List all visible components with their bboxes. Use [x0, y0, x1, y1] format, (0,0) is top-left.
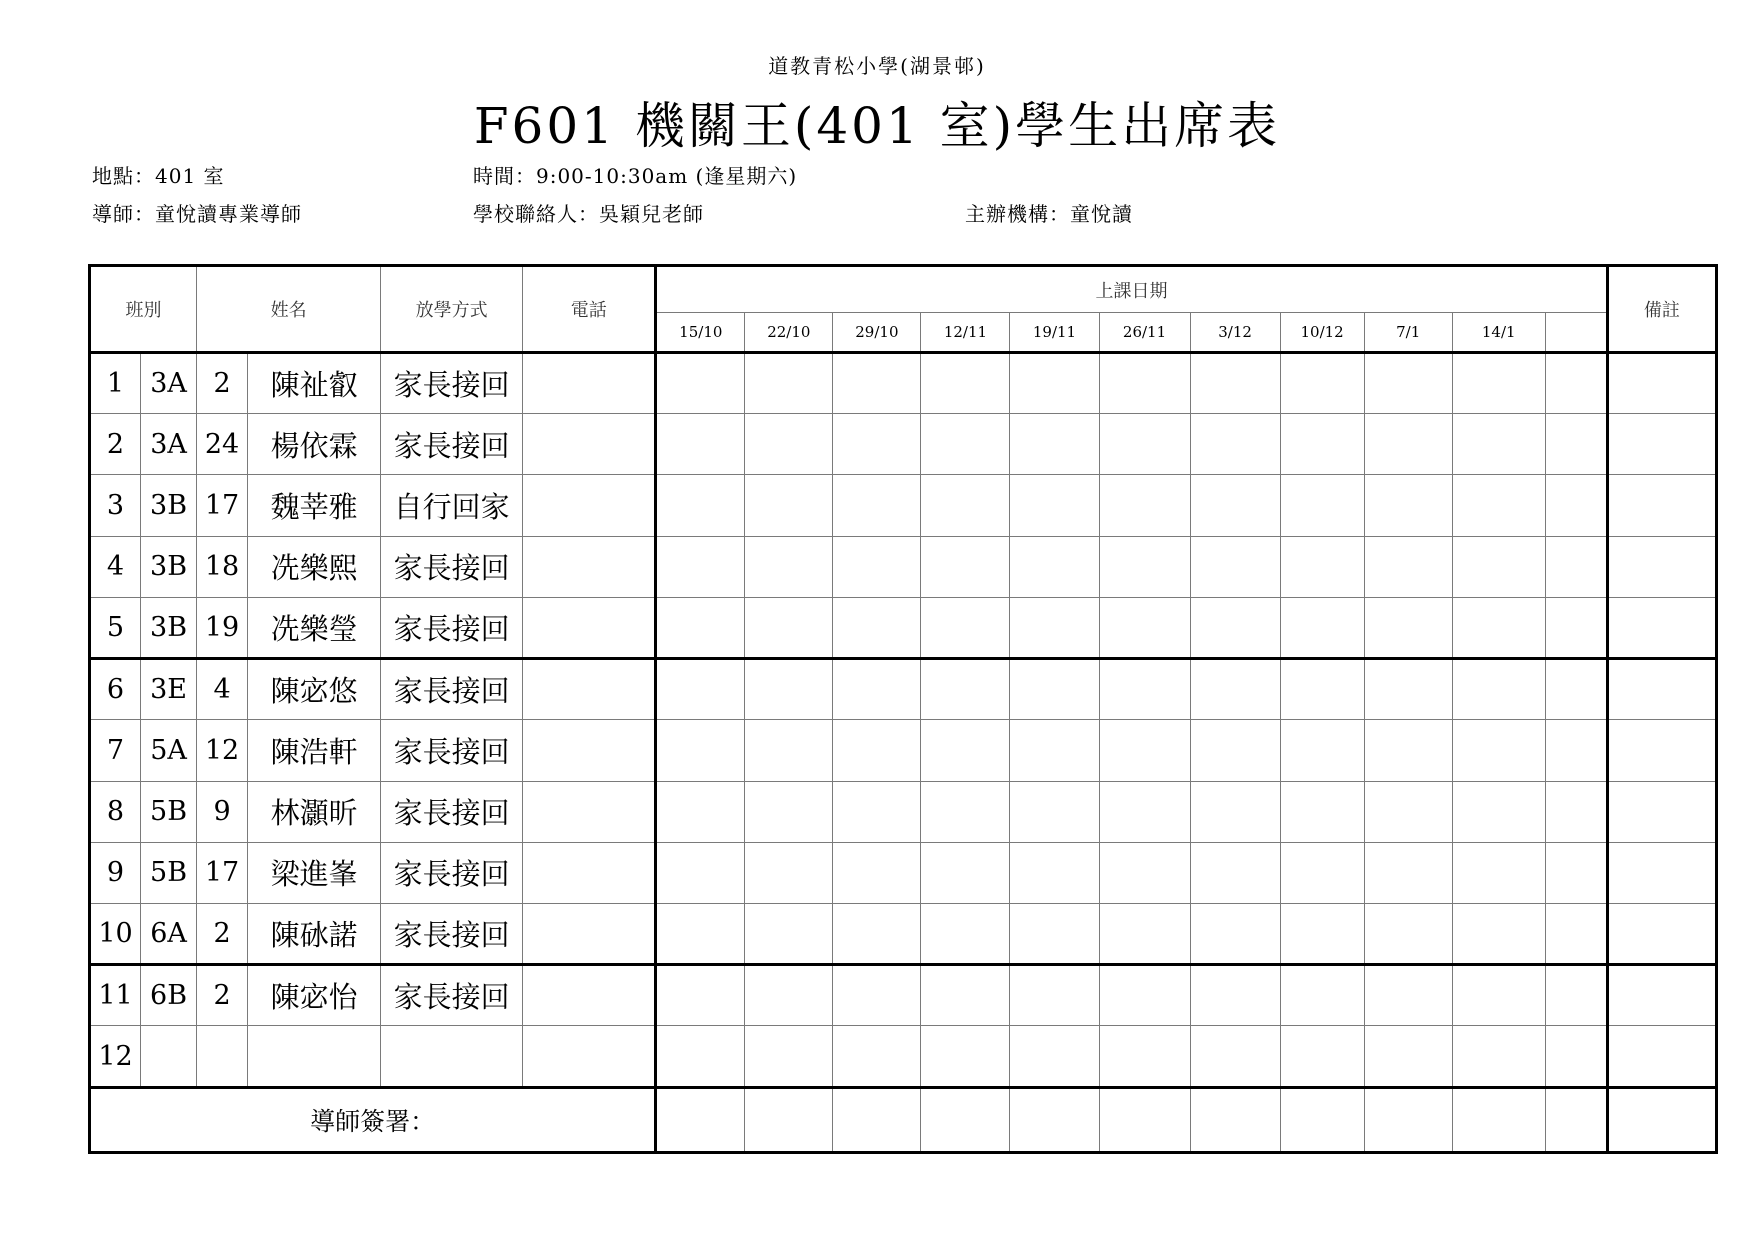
attendance-cell[interactable] [1452, 597, 1545, 658]
attendance-cell[interactable] [1545, 1026, 1607, 1087]
attendance-cell[interactable] [1010, 720, 1099, 781]
class-number-cell: 19 [197, 597, 248, 658]
class-cell: 5B [141, 781, 197, 842]
attendance-cell[interactable] [745, 781, 833, 842]
attendance-cell[interactable] [1364, 720, 1452, 781]
attendance-cell[interactable] [1099, 903, 1190, 964]
class-number-cell: 4 [197, 659, 248, 720]
header-dates-group: 上課日期 [656, 266, 1608, 313]
phone-cell[interactable] [523, 781, 656, 842]
signature-cell[interactable] [656, 1087, 745, 1152]
dismissal-method-cell: 家長接回 [381, 659, 523, 720]
dismissal-method-cell: 家長接回 [381, 903, 523, 964]
student-name-cell: 林灝昕 [248, 781, 381, 842]
phone-cell[interactable] [523, 597, 656, 658]
attendance-cell[interactable] [1452, 965, 1545, 1026]
attendance-cell[interactable] [1280, 842, 1364, 903]
attendance-cell[interactable] [1364, 781, 1452, 842]
dismissal-method-cell [381, 1026, 523, 1087]
table-row [90, 659, 1717, 720]
dismissal-method-cell: 家長接回 [381, 965, 523, 1026]
remarks-cell[interactable] [1607, 353, 1716, 414]
class-number-cell [197, 1026, 248, 1087]
attendance-cell[interactable] [921, 353, 1010, 414]
header-remarks: 備註 [1607, 266, 1716, 353]
attendance-cell[interactable] [1364, 903, 1452, 964]
dismissal-method-cell: 家長接回 [381, 353, 523, 414]
attendance-cell[interactable] [1545, 720, 1607, 781]
date-header: 14/1 [1452, 313, 1545, 353]
remarks-cell[interactable] [1607, 597, 1716, 658]
class-cell: 6A [141, 903, 197, 964]
attendance-cell[interactable] [1010, 353, 1099, 414]
attendance-cell[interactable] [1280, 353, 1364, 414]
signature-cell[interactable] [745, 1087, 833, 1152]
class-number-cell: 12 [197, 720, 248, 781]
attendance-cell[interactable] [1099, 965, 1190, 1026]
attendance-cell[interactable] [1190, 1026, 1280, 1087]
attendance-cell[interactable] [1452, 475, 1545, 536]
attendance-cell[interactable] [1452, 903, 1545, 964]
class-cell: 5A [141, 720, 197, 781]
attendance-cell[interactable] [1364, 842, 1452, 903]
attendance-cell[interactable] [1010, 475, 1099, 536]
class-cell: 3B [141, 536, 197, 597]
class-number-cell: 2 [197, 965, 248, 1026]
attendance-cell[interactable] [745, 597, 833, 658]
attendance-cell[interactable] [1280, 659, 1364, 720]
attendance-cell[interactable] [1280, 781, 1364, 842]
attendance-cell[interactable] [1280, 720, 1364, 781]
student-name-cell: 冼樂瑩 [248, 597, 381, 658]
class-cell: 6B [141, 965, 197, 1026]
table-row [90, 353, 1717, 414]
attendance-cell[interactable] [1364, 597, 1452, 658]
remarks-cell[interactable] [1607, 842, 1716, 903]
date-header: 19/11 [1010, 313, 1099, 353]
attendance-cell[interactable] [1545, 597, 1607, 658]
school-name: 道教青松小學(湖景邨) [768, 54, 986, 78]
remarks-cell[interactable] [1607, 475, 1716, 536]
class-number-cell: 2 [197, 903, 248, 964]
attendance-cell[interactable] [1452, 353, 1545, 414]
attendance-cell[interactable] [1545, 903, 1607, 964]
header-class: 班別 [90, 266, 197, 353]
attendance-cell[interactable] [1010, 903, 1099, 964]
row-number: 2 [90, 414, 141, 475]
class-cell: 3A [141, 353, 197, 414]
row-number: 9 [90, 842, 141, 903]
attendance-cell[interactable] [1099, 842, 1190, 903]
remarks-cell[interactable] [1607, 903, 1716, 964]
attendance-cell[interactable] [1545, 965, 1607, 1026]
remarks-cell[interactable] [1607, 1026, 1716, 1087]
class-cell: 3A [141, 414, 197, 475]
attendance-cell[interactable] [921, 965, 1010, 1026]
class-cell: 3B [141, 597, 197, 658]
attendance-cell[interactable] [921, 720, 1010, 781]
attendance-cell[interactable] [1099, 720, 1190, 781]
attendance-cell[interactable] [1010, 414, 1099, 475]
row-number: 4 [90, 536, 141, 597]
dismissal-method-cell: 家長接回 [381, 536, 523, 597]
attendance-cell[interactable] [921, 414, 1010, 475]
attendance-cell[interactable] [1452, 536, 1545, 597]
attendance-cell[interactable] [656, 475, 745, 536]
remarks-cell[interactable] [1607, 659, 1716, 720]
attendance-cell[interactable] [1099, 353, 1190, 414]
student-name-cell: 梁進峯 [248, 842, 381, 903]
signature-cell[interactable] [1364, 1087, 1452, 1152]
table-row [90, 536, 1717, 597]
dismissal-method-cell: 家長接回 [381, 414, 523, 475]
phone-cell[interactable] [523, 965, 656, 1026]
row-number: 5 [90, 597, 141, 658]
attendance-cell[interactable] [1545, 781, 1607, 842]
attendance-cell[interactable] [1452, 842, 1545, 903]
attendance-cell[interactable] [1099, 597, 1190, 658]
date-header: 26/11 [1099, 313, 1190, 353]
row-number: 11 [90, 965, 141, 1026]
attendance-cell[interactable] [745, 965, 833, 1026]
phone-cell[interactable] [523, 475, 656, 536]
attendance-cell[interactable] [1099, 414, 1190, 475]
tutor-label: 導師：童悅讀專業導師 [92, 202, 302, 226]
table-row [90, 903, 1717, 964]
dismissal-method-cell: 家長接回 [381, 842, 523, 903]
attendance-cell[interactable] [1190, 842, 1280, 903]
attendance-cell[interactable] [1190, 414, 1280, 475]
phone-cell[interactable] [523, 1026, 656, 1087]
attendance-cell[interactable] [833, 597, 921, 658]
attendance-cell[interactable] [833, 720, 921, 781]
dismissal-method-cell: 家長接回 [381, 781, 523, 842]
row-number: 10 [90, 903, 141, 964]
attendance-cell[interactable] [1545, 414, 1607, 475]
attendance-cell[interactable] [1099, 781, 1190, 842]
signature-cell[interactable] [1190, 1087, 1280, 1152]
attendance-cell[interactable] [1364, 1026, 1452, 1087]
table-row [90, 965, 1717, 1026]
date-header: 10/12 [1280, 313, 1364, 353]
attendance-cell[interactable] [921, 597, 1010, 658]
signature-row [90, 1087, 1717, 1152]
attendance-cell[interactable] [745, 475, 833, 536]
page-title: F601 機關王(401 室)學生出席表 [473, 97, 1281, 155]
class-number-cell: 2 [197, 353, 248, 414]
phone-cell[interactable] [523, 720, 656, 781]
attendance-cell[interactable] [745, 414, 833, 475]
attendance-cell[interactable] [1364, 536, 1452, 597]
attendance-cell[interactable] [1010, 842, 1099, 903]
attendance-cell[interactable] [1364, 659, 1452, 720]
attendance-cell[interactable] [1010, 965, 1099, 1026]
attendance-cell[interactable] [921, 842, 1010, 903]
attendance-table [88, 264, 1718, 1154]
attendance-cell[interactable] [656, 965, 745, 1026]
table-row [90, 781, 1717, 842]
header-name: 姓名 [197, 266, 381, 353]
remarks-cell[interactable] [1607, 781, 1716, 842]
attendance-cell[interactable] [1452, 1026, 1545, 1087]
attendance-cell[interactable] [656, 781, 745, 842]
phone-cell[interactable] [523, 903, 656, 964]
table-row [90, 720, 1717, 781]
attendance-cell[interactable] [1099, 475, 1190, 536]
signature-cell[interactable] [1545, 1087, 1607, 1152]
date-header: 3/12 [1190, 313, 1280, 353]
attendance-cell[interactable] [1280, 965, 1364, 1026]
attendance-cell[interactable] [833, 659, 921, 720]
attendance-cell[interactable] [833, 475, 921, 536]
attendance-cell[interactable] [1364, 353, 1452, 414]
signature-cell[interactable] [1099, 1087, 1190, 1152]
attendance-cell[interactable] [656, 414, 745, 475]
attendance-cell[interactable] [745, 659, 833, 720]
signature-cell[interactable] [1010, 1087, 1099, 1152]
attendance-cell[interactable] [921, 1026, 1010, 1087]
attendance-cell[interactable] [656, 842, 745, 903]
attendance-cell[interactable] [1452, 720, 1545, 781]
signature-cell[interactable] [1452, 1087, 1545, 1152]
attendance-cell[interactable] [1190, 965, 1280, 1026]
attendance-cell[interactable] [921, 781, 1010, 842]
class-number-cell: 18 [197, 536, 248, 597]
dismissal-method-cell: 家長接回 [381, 720, 523, 781]
row-number: 6 [90, 659, 141, 720]
signature-cell[interactable] [921, 1087, 1010, 1152]
time-label: 時間：9:00-10:30am (逢星期六) [473, 164, 798, 188]
student-name-cell: 陳浩軒 [248, 720, 381, 781]
attendance-cell[interactable] [745, 903, 833, 964]
attendance-cell[interactable] [1280, 414, 1364, 475]
attendance-cell[interactable] [833, 353, 921, 414]
attendance-cell[interactable] [921, 903, 1010, 964]
attendance-cell[interactable] [1545, 536, 1607, 597]
attendance-cell[interactable] [1190, 536, 1280, 597]
attendance-cell[interactable] [656, 597, 745, 658]
attendance-cell[interactable] [745, 842, 833, 903]
attendance-cell[interactable] [1280, 475, 1364, 536]
table-row [90, 842, 1717, 903]
date-header: 7/1 [1364, 313, 1452, 353]
attendance-cell[interactable] [1190, 597, 1280, 658]
attendance-cell[interactable] [921, 659, 1010, 720]
attendance-cell[interactable] [1190, 781, 1280, 842]
student-name-cell: 楊依霖 [248, 414, 381, 475]
attendance-cell[interactable] [1452, 414, 1545, 475]
attendance-cell[interactable] [656, 720, 745, 781]
date-header: 15/10 [656, 313, 745, 353]
tutor-signature-label: 導師簽署： [90, 1087, 656, 1152]
remarks-cell[interactable] [1607, 536, 1716, 597]
class-number-cell: 17 [197, 842, 248, 903]
attendance-cell[interactable] [1545, 475, 1607, 536]
attendance-cell[interactable] [921, 536, 1010, 597]
signature-cell[interactable] [833, 1087, 921, 1152]
attendance-cell[interactable] [1545, 353, 1607, 414]
attendance-cell[interactable] [1545, 842, 1607, 903]
attendance-cell[interactable] [833, 414, 921, 475]
organizer-label: 主辦機構：童悅讀 [965, 202, 1133, 226]
signature-remarks-cell[interactable] [1607, 1087, 1716, 1152]
date-header: 12/11 [921, 313, 1010, 353]
attendance-cell[interactable] [1280, 903, 1364, 964]
student-name-cell: 魏莘雅 [248, 475, 381, 536]
attendance-cell[interactable] [1190, 903, 1280, 964]
attendance-cell[interactable] [1099, 536, 1190, 597]
student-name-cell: 冼樂熙 [248, 536, 381, 597]
row-number: 1 [90, 353, 141, 414]
signature-cell[interactable] [1280, 1087, 1364, 1152]
remarks-cell[interactable] [1607, 414, 1716, 475]
attendance-cell[interactable] [1190, 659, 1280, 720]
attendance-cell[interactable] [1190, 475, 1280, 536]
attendance-cell[interactable] [1280, 1026, 1364, 1087]
class-number-cell: 24 [197, 414, 248, 475]
phone-cell[interactable] [523, 842, 656, 903]
remarks-cell[interactable] [1607, 965, 1716, 1026]
attendance-cell[interactable] [1099, 1026, 1190, 1087]
table-row [90, 414, 1717, 475]
row-number: 8 [90, 781, 141, 842]
attendance-cell[interactable] [1364, 475, 1452, 536]
table-row [90, 1026, 1717, 1087]
class-number-cell: 17 [197, 475, 248, 536]
class-cell: 3B [141, 475, 197, 536]
attendance-cell[interactable] [1280, 536, 1364, 597]
attendance-cell[interactable] [1452, 659, 1545, 720]
attendance-cell[interactable] [1010, 781, 1099, 842]
remarks-cell[interactable] [1607, 720, 1716, 781]
student-name-cell: 陳祉叡 [248, 353, 381, 414]
attendance-cell[interactable] [1010, 597, 1099, 658]
attendance-cell[interactable] [921, 475, 1010, 536]
attendance-cell[interactable] [1190, 720, 1280, 781]
header-phone: 電話 [523, 266, 656, 353]
student-name-cell: 陳宓悠 [248, 659, 381, 720]
class-cell [141, 1026, 197, 1087]
location-label: 地點：401 室 [92, 164, 225, 188]
attendance-cell[interactable] [745, 536, 833, 597]
attendance-cell[interactable] [656, 659, 745, 720]
header-dismissal: 放學方式 [381, 266, 523, 353]
date-header: 29/10 [833, 313, 921, 353]
row-number: 7 [90, 720, 141, 781]
phone-cell[interactable] [523, 659, 656, 720]
attendance-cell[interactable] [1010, 1026, 1099, 1087]
attendance-cell[interactable] [1010, 659, 1099, 720]
attendance-cell[interactable] [745, 1026, 833, 1087]
attendance-cell[interactable] [1545, 659, 1607, 720]
attendance-cell[interactable] [656, 903, 745, 964]
phone-cell[interactable] [523, 414, 656, 475]
attendance-cell[interactable] [833, 1026, 921, 1087]
attendance-cell[interactable] [833, 842, 921, 903]
table-row [90, 597, 1717, 658]
class-cell: 5B [141, 842, 197, 903]
attendance-cell[interactable] [656, 1026, 745, 1087]
row-number: 3 [90, 475, 141, 536]
phone-cell[interactable] [523, 353, 656, 414]
attendance-cell[interactable] [1099, 659, 1190, 720]
attendance-cell[interactable] [1364, 965, 1452, 1026]
dismissal-method-cell: 家長接回 [381, 597, 523, 658]
attendance-cell[interactable] [833, 781, 921, 842]
attendance-cell[interactable] [656, 353, 745, 414]
attendance-cell[interactable] [745, 720, 833, 781]
class-cell: 3E [141, 659, 197, 720]
phone-cell[interactable] [523, 536, 656, 597]
attendance-cell[interactable] [833, 536, 921, 597]
date-header [1545, 313, 1607, 353]
student-name-cell: 陳砅諾 [248, 903, 381, 964]
attendance-cell[interactable] [1190, 353, 1280, 414]
row-number: 12 [90, 1026, 141, 1087]
dismissal-method-cell: 自行回家 [381, 475, 523, 536]
attendance-cell[interactable] [656, 536, 745, 597]
attendance-cell[interactable] [1280, 597, 1364, 658]
table-row [90, 475, 1717, 536]
attendance-cell[interactable] [745, 353, 833, 414]
attendance-cell[interactable] [1010, 536, 1099, 597]
school-contact-label: 學校聯絡人：吳穎兒老師 [473, 202, 704, 226]
attendance-cell[interactable] [833, 965, 921, 1026]
date-header: 22/10 [745, 313, 833, 353]
student-name-cell: 陳宓怡 [248, 965, 381, 1026]
attendance-cell[interactable] [1452, 781, 1545, 842]
student-name-cell [248, 1026, 381, 1087]
class-number-cell: 9 [197, 781, 248, 842]
attendance-cell[interactable] [833, 903, 921, 964]
attendance-cell[interactable] [1364, 414, 1452, 475]
